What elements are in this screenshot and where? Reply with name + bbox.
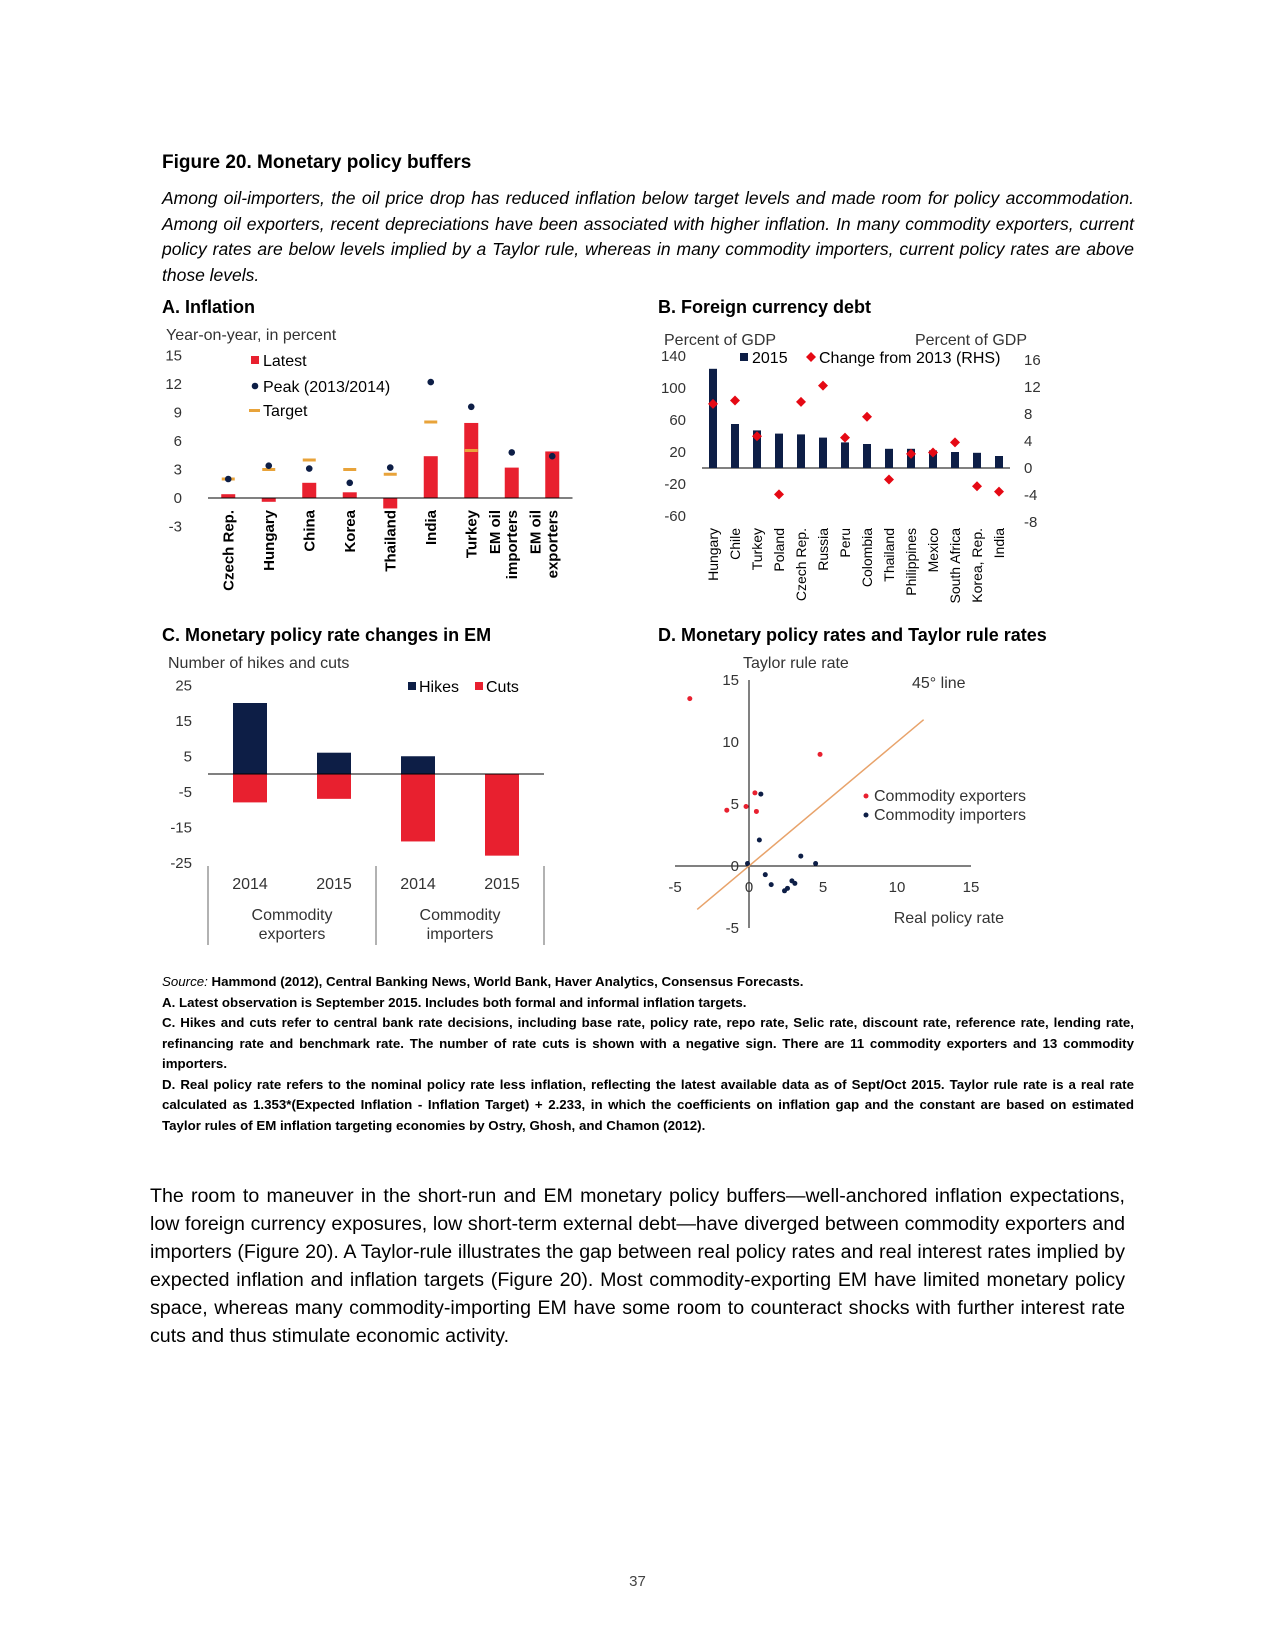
panel-d-point-importer: [758, 792, 763, 797]
panel-a-peak-dot: [468, 404, 475, 411]
panel-b-legend-change: Change from 2013 (RHS): [819, 350, 1001, 367]
panel-c-ytick: 15: [175, 712, 192, 730]
panel-a-peak-dot: [387, 464, 394, 471]
panel-a-ytick: 6: [173, 433, 182, 450]
panel-b-ytick-left: -20: [664, 476, 686, 493]
panel-d-point-exporter: [744, 804, 749, 809]
panel-a-peak-dot: [225, 476, 232, 483]
panel-b-ytick-right: 4: [1024, 433, 1033, 450]
panel-b-ylabel-left: Percent of GDP: [664, 332, 777, 349]
panel-c-ytick: -25: [170, 854, 192, 872]
panel-b-legend-bar-swatch: [740, 353, 748, 361]
panel-b-category-label: Mexico: [925, 528, 941, 573]
panel-c-ytick: -5: [178, 783, 192, 801]
panel-b-ytick-left: -60: [664, 508, 686, 525]
panel-d-point-importer: [785, 886, 790, 891]
panel-c-legend-cuts-swatch: [475, 682, 483, 690]
source-note: [162, 972, 1134, 993]
panel-d-point-exporter: [752, 790, 757, 795]
panel-d-point-importer: [763, 872, 768, 877]
panel-a-bar-latest: [464, 423, 478, 498]
panel-d-xtick: 15: [962, 879, 980, 896]
panel-b-category-label: Hungary: [705, 528, 721, 581]
panel-c-ylabel: Number of hikes and cuts: [168, 655, 350, 672]
panel-c-group-label: exporters: [258, 926, 326, 943]
panel-d-xtick: 0: [744, 879, 754, 896]
panel-b-change-diamond: [950, 437, 960, 447]
panel-c-bar-cuts: [485, 774, 519, 856]
panel-b-category-label: Russia: [815, 528, 831, 571]
panel-a-ytick: -3: [168, 518, 182, 536]
panel-b-change-diamond: [818, 381, 828, 391]
panel-c-bar-cuts: [233, 774, 267, 802]
panel-b-bar-2015: [951, 452, 959, 468]
panel-b-change-diamond: [840, 433, 850, 443]
panel-a-category-label: exporters: [544, 510, 562, 579]
panel-b-change-diamond: [796, 397, 806, 407]
panel-d-ytick: 15: [722, 672, 739, 689]
figure-title: Figure 20. Monetary policy buffers: [162, 152, 472, 173]
panel-a-ytick: 9: [173, 404, 182, 422]
panel-d-ytick: -5: [725, 920, 739, 937]
panel-b-category-label: Thailand: [881, 528, 897, 582]
panel-d-point-exporter: [724, 808, 729, 813]
panel-a-target-mark: [343, 468, 356, 471]
panel-b-bar-2015: [995, 456, 1003, 468]
panel-a-category-label: EM oil: [486, 510, 504, 555]
panel-d-point-importer: [757, 837, 762, 842]
panel-a-category-label: Thailand: [382, 510, 400, 572]
panel-d-point-exporter: [754, 809, 759, 814]
panel-c-category-label: 2014: [232, 876, 268, 893]
panel-b-category-label: Poland: [771, 528, 787, 572]
panel-a-bar-latest: [221, 494, 235, 498]
panel-d-ytick: 10: [722, 734, 739, 751]
panel-d-legend-importers: Commodity importers: [874, 807, 1027, 824]
panel-d-point-exporter: [687, 696, 692, 701]
panel-d-legend-exporters: Commodity exporters: [874, 788, 1027, 805]
panel-b-ytick-left: 100: [660, 380, 686, 397]
panel-b-legend-diamond-swatch: [806, 352, 816, 362]
panel-a-ytick: 12: [165, 376, 182, 393]
panel-a-target-mark: [424, 421, 437, 424]
panel-a-bar-latest: [302, 483, 316, 498]
panel-b-ylabel-right: Percent of GDP: [914, 332, 1027, 349]
note-d: D. Real policy rate refers to the nominal policy rate less inflation, reflecting the latest available data as of Sept/Oct 2015. Taylor rule rate is a real rate calculated as 1.353*(Expected Inflation - Inflation Target) + 2.233, in which the coefficients on inflation gap and the constant are based on estimated Taylor rules of EM inflation targeting economies by Ostry, Ghosh, and Chamon (2012).: [162, 1076, 1134, 1133]
panel-b-ytick-right: -8: [1024, 514, 1038, 531]
panel-a-ytick: 0: [173, 490, 182, 507]
panel-c-bar-hikes: [317, 753, 351, 774]
panel-a-bar-latest: [424, 456, 438, 498]
panel-a-peak-dot: [265, 462, 272, 469]
panel-a-category-label: Czech Rep.: [220, 510, 238, 591]
panel-b-category-label: Philippines: [903, 528, 919, 596]
panel-b-change-diamond: [730, 396, 740, 406]
panel-b-bar-2015: [709, 369, 717, 468]
panel-d-ytick: 5: [730, 796, 739, 813]
panel-b-category-label: South Africa: [947, 528, 963, 604]
panel-d-point-exporter: [818, 752, 823, 757]
panel-a-bar-latest: [343, 492, 357, 498]
panel-c-category-label: 2014: [400, 876, 436, 893]
panel-c-legend-hikes: Hikes: [419, 679, 460, 696]
panel-a-category-label: Hungary: [260, 510, 278, 571]
panel-c-ytick: -15: [170, 819, 192, 837]
panel-a-peak-dot: [508, 449, 515, 456]
panel-a-target-mark: [303, 459, 316, 462]
panel-a-bar-latest: [262, 498, 276, 502]
panel-a-peak-dot: [427, 379, 434, 386]
panel-a-legend-target-swatch: [249, 409, 260, 412]
panel-c-category-label: 2015: [484, 876, 520, 893]
panel-c-ytick: 25: [175, 677, 192, 695]
panel-d-xtick: 5: [818, 879, 828, 896]
panel-a-ytick: 3: [173, 461, 182, 479]
panel-c-bar-cuts: [317, 774, 351, 799]
panel-a-peak-dot: [306, 465, 313, 472]
panel-d-legend-importers-swatch: [864, 813, 869, 818]
body-paragraph: The room to maneuver in the short-run and EM monetary policy buffers—well-anchored inflation expectations, low foreign currency exposures, low short-term external debt—have diverged between commodity exporters and importers (Figure 20). A Taylor-rule illustrates the gap between real policy rates and real interest rates implied by expected inflation and inflation targets (Figure 20). Most commodity-exporting EM have limited monetary policy space, whereas many commodity-importing EM have some room to counteract shocks with further interest rate cuts and thus stimulate economic activity.: [150, 1185, 1125, 1347]
page-number: 37: [629, 1573, 646, 1590]
panel-a-peak-dot: [549, 453, 556, 460]
panel-d-xtick: -5: [668, 879, 682, 896]
panel-b-ytick-left: 20: [669, 444, 686, 461]
panel-a-category-label: importers: [503, 510, 521, 580]
panel-b-ytick-left: 140: [660, 348, 686, 365]
panel-b-category-label: Korea, Rep.: [969, 528, 985, 603]
panel-a-title: A. Inflation: [162, 297, 255, 317]
panel-a-category-label: Turkey: [463, 510, 481, 559]
panel-d-point-importer: [769, 882, 774, 887]
panel-a-legend-peak-swatch: [252, 383, 259, 390]
panel-b-ytick-right: 16: [1024, 352, 1041, 369]
panel-b-bar-2015: [731, 424, 739, 468]
panel-c-legend-cuts: Cuts: [486, 679, 519, 696]
panel-c-bar-hikes: [401, 756, 435, 774]
note-c: C. Hikes and cuts refer to central bank rate decisions, including base rate, policy rate, repo rate, Selic rate, discount rate, reference rate, lending rate, refinancing rate and benchmark rate. The number of rate cuts is shown with a negative sign. There are 11 commodity exporters and 13 commodity importers.: [162, 1015, 1134, 1071]
panel-c-group-label: Commodity: [251, 907, 333, 924]
panel-d-point-importer: [813, 861, 818, 866]
panel-b-category-label: Peru: [837, 528, 853, 558]
panel-b-bar-2015: [819, 438, 827, 468]
panel-b-bar-2015: [863, 444, 871, 468]
panel-d-xlabel: Real policy rate: [893, 910, 1004, 927]
panel-a-peak-dot: [346, 480, 353, 487]
panel-b-bar-2015: [973, 453, 981, 468]
panel-d-xtick: 10: [888, 879, 906, 896]
panel-b-ytick-right: 12: [1024, 379, 1041, 396]
panel-b-bar-2015: [841, 442, 849, 468]
panel-d-ytick: 0: [730, 858, 739, 875]
panel-c-bar-hikes: [233, 703, 267, 774]
panel-a-category-label: China: [301, 510, 319, 552]
panel-a-legend-latest-swatch: [251, 356, 259, 364]
panel-b-bar-2015: [885, 449, 893, 468]
panel-b-change-diamond: [972, 481, 982, 491]
panel-a-target-mark: [465, 449, 478, 452]
panel-b-change-diamond: [884, 474, 894, 484]
panel-b-ytick-right: 8: [1024, 406, 1033, 423]
figure-intro: Among oil-importers, the oil price drop has reduced inflation below target levels and made room for policy accommodation. Among oil exporters, recent depreciations have been associated with higher inflation. In many commodity exporters, current policy rates are below levels implied by a Taylor rule, whereas in many commodity importers, current policy rates are above those levels.: [162, 188, 1134, 285]
panel-c-group-label: importers: [426, 926, 494, 943]
panel-c-bar-cuts: [401, 774, 435, 841]
source-label: Source:: [162, 974, 208, 989]
panel-b-title: B. Foreign currency debt: [658, 297, 872, 317]
panel-a-ylabel: Year-on-year, in percent: [166, 327, 337, 344]
panel-d-point-importer: [745, 861, 750, 866]
panel-b-ytick-left: 60: [669, 412, 686, 429]
panel-d-45-line-label: 45° line: [912, 675, 966, 692]
note-a: A. Latest observation is September 2015. Includes both formal and informal inflation targets.: [162, 994, 747, 1010]
panel-d-point-importer: [792, 881, 797, 886]
panel-a-bar-latest: [383, 498, 397, 508]
panel-a-target-mark: [384, 473, 397, 476]
panel-d-legend-exporters-swatch: [864, 794, 869, 799]
panel-b-category-label: Czech Rep.: [793, 528, 809, 602]
panel-b-change-diamond: [862, 412, 872, 422]
panel-b-category-label: Chile: [727, 528, 743, 560]
panel-a-legend-target: Target: [263, 403, 308, 420]
panel-a-bar-latest: [505, 468, 519, 498]
source-text: Hammond (2012), Central Banking News, World Bank, Haver Analytics, Consensus Forecasts.: [211, 974, 804, 989]
panel-c-title: C. Monetary policy rate changes in EM: [162, 625, 492, 645]
panel-a-legend-latest: Latest: [263, 353, 307, 370]
panel-c-category-label: 2015: [316, 876, 352, 893]
panel-b-bar-2015: [775, 434, 783, 468]
panel-c-legend-hikes-swatch: [408, 682, 416, 690]
panel-b-category-label: India: [991, 528, 1007, 559]
panel-a-category-label: EM oil: [527, 510, 545, 555]
panel-c-ytick: 5: [183, 748, 192, 766]
panel-b-ytick-right: 0: [1024, 460, 1033, 477]
panel-a-ytick: 15: [165, 347, 182, 365]
panel-b-legend-2015: 2015: [752, 350, 788, 367]
panel-b-category-label: Turkey: [749, 528, 765, 571]
panel-c-group-label: Commodity: [419, 907, 501, 924]
figure-notes: [162, 972, 1134, 1136]
panel-a-category-label: India: [422, 510, 440, 546]
panel-b-bar-2015: [797, 434, 805, 468]
panel-b-change-diamond: [994, 487, 1004, 497]
panel-d-title: D. Monetary policy rates and Taylor rule rates: [658, 625, 1047, 645]
panel-d-ylabel: Taylor rule rate: [743, 655, 849, 672]
panel-b-category-label: Colombia: [859, 528, 875, 588]
panel-d-point-importer: [798, 854, 803, 859]
panel-b-ytick-right: -4: [1024, 487, 1038, 504]
panel-b-change-diamond: [774, 489, 784, 499]
panel-a-category-label: Korea: [341, 510, 359, 553]
panel-a-legend-peak: Peak (2013/2014): [263, 379, 391, 396]
